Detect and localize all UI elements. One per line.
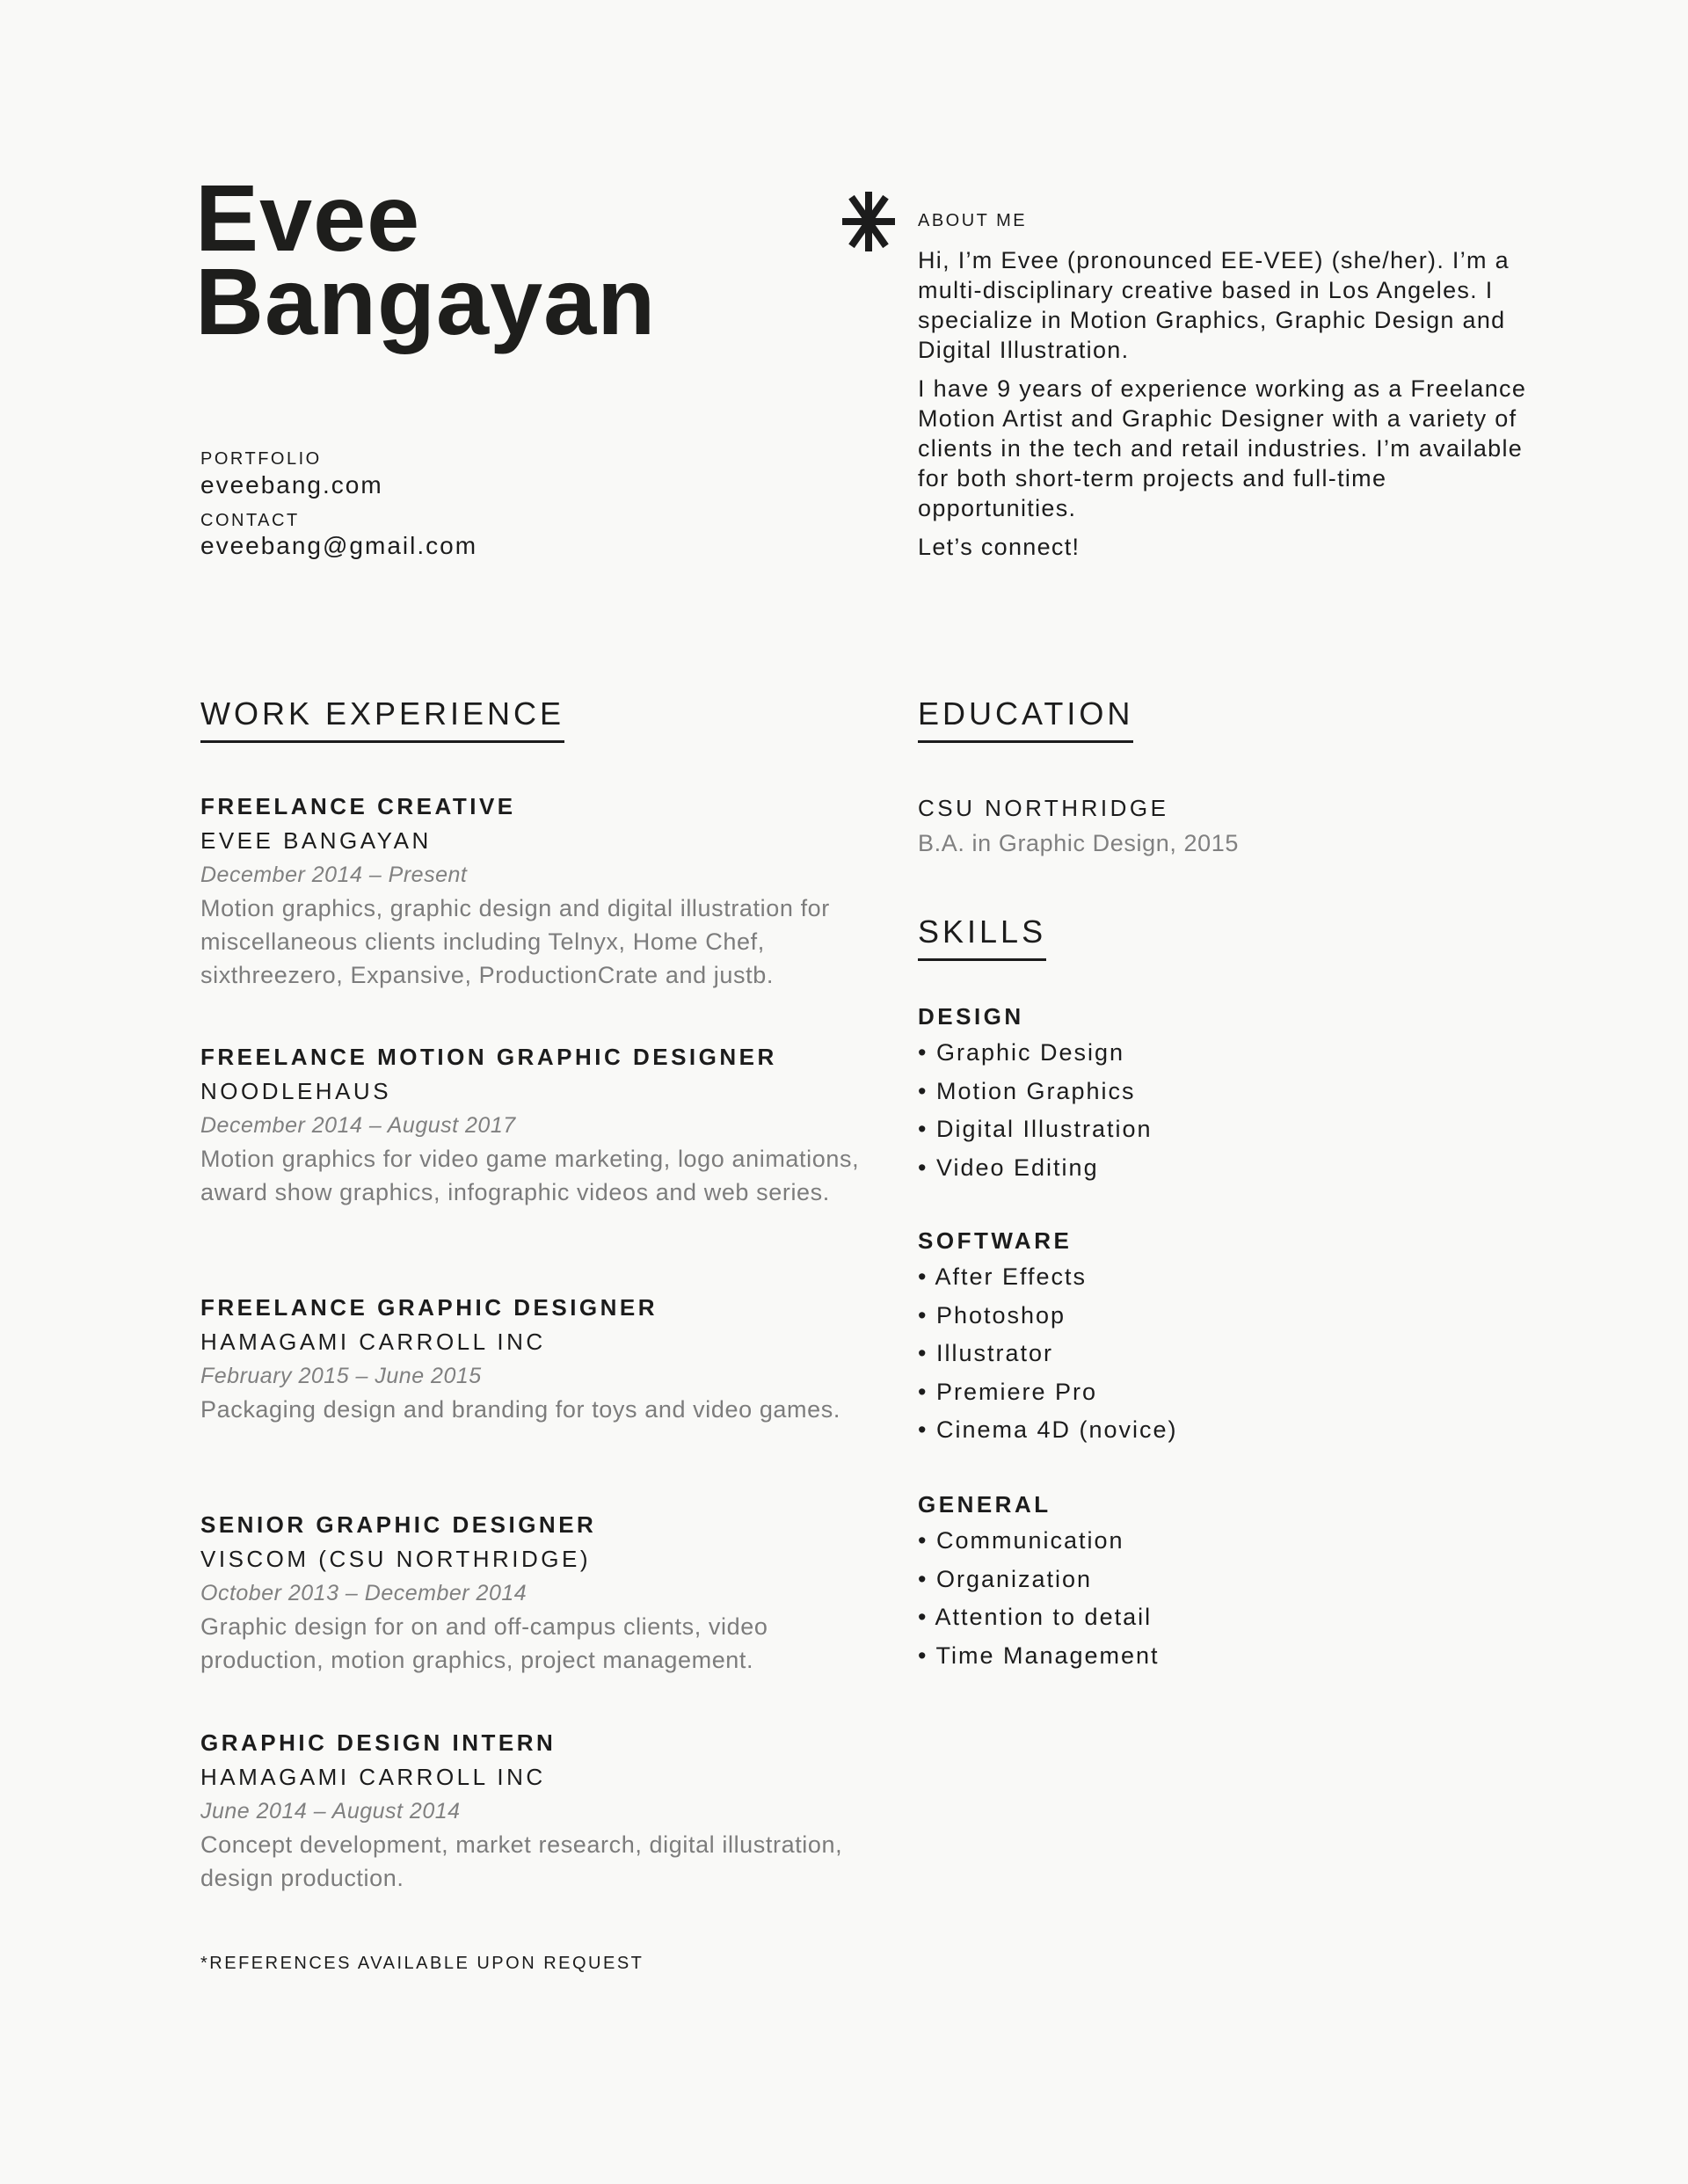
job-dates: February 2015 – June 2015 [200, 1364, 482, 1388]
work-experience-heading [200, 696, 564, 743]
job-entry [200, 790, 869, 992]
skill-item: • Organization [918, 1565, 1093, 1592]
about-paragraph: Let’s connect! [918, 534, 1080, 560]
skill-group-title: DESIGN [918, 1003, 1024, 1030]
job-company: EVEE BANGAYAN [200, 827, 432, 854]
job-description: Concept development, market research, digital illustration, design production. [200, 1831, 843, 1891]
skill-item: • Photoshop [918, 1301, 1066, 1329]
skill-item: • Time Management [918, 1642, 1160, 1669]
skill-item: • Digital Illustration [918, 1116, 1153, 1142]
job-title: FREELANCE GRAPHIC DESIGNER [200, 1294, 658, 1321]
job-entry [200, 1291, 869, 1426]
skill-item: • Graphic Design [918, 1039, 1125, 1066]
about-label: ABOUT ME [918, 211, 1028, 230]
skill-group-software [918, 1223, 1178, 1450]
job-company: HAMAGAMI CARROLL INC [200, 1764, 546, 1790]
about-section [918, 211, 1533, 571]
skill-item: • Motion Graphics [918, 1077, 1136, 1104]
first-name: Evee [195, 164, 421, 271]
skill-item: • Communication [918, 1527, 1124, 1554]
job-title: FREELANCE MOTION GRAPHIC DESIGNER [200, 1044, 777, 1070]
contact-label: CONTACT [200, 511, 300, 530]
job-entry [200, 1508, 869, 1677]
skill-item: • Illustrator [918, 1340, 1053, 1366]
job-title: SENIOR GRAPHIC DESIGNER [200, 1511, 597, 1538]
section-heading: WORK EXPERIENCE [200, 696, 564, 743]
job-title: GRAPHIC DESIGN INTERN [200, 1729, 557, 1756]
name-heading [195, 164, 657, 354]
job-description: Motion graphics for video game marketing, logo animations, award show graphics, infographic videos and web series. [200, 1146, 860, 1205]
skill-item: • Attention to detail [918, 1604, 1153, 1630]
skill-item: • After Effects [918, 1263, 1088, 1290]
skills-heading [918, 914, 1046, 961]
job-entry [200, 1726, 869, 1895]
job-dates: June 2014 – August 2014 [200, 1799, 461, 1824]
job-description: Motion graphics, graphic design and digital illustration for miscellaneous clients including Telnyx, Home Chef, sixthreezero, Expansive, ProductionCrate and justb. [200, 895, 830, 988]
education-degree: B.A. in Graphic Design, 2015 [918, 830, 1239, 856]
job-company: VISCOM (CSU NORTHRIDGE) [200, 1546, 592, 1572]
skill-group-general [918, 1487, 1160, 1675]
skill-group-design [918, 999, 1153, 1187]
about-paragraph: Hi, I’m Evee (pronounced EE-VEE) (she/her). I’m a multi-disciplinary creative based in Los Angeles. I specialize in Motion Graphics, Graphic Design and Digital Illustration. [918, 247, 1510, 363]
job-dates: October 2013 – December 2014 [200, 1581, 528, 1605]
skill-group-title: SOFTWARE [918, 1227, 1073, 1254]
portfolio-label: PORTFOLIO [200, 449, 322, 469]
job-description: Packaging design and branding for toys and video games. [200, 1396, 840, 1423]
job-title: FREELANCE CREATIVE [200, 793, 516, 819]
section-heading: EDUCATION [918, 696, 1133, 743]
job-entry [200, 1040, 869, 1209]
portfolio-link[interactable]: eveebang.com [200, 471, 383, 499]
skill-group-title: GENERAL [918, 1491, 1051, 1518]
skill-item: • Premiere Pro [918, 1378, 1098, 1405]
references-note: *REFERENCES AVAILABLE UPON REQUEST [200, 1954, 644, 1973]
section-heading: SKILLS [918, 914, 1046, 961]
skill-item: • Video Editing [918, 1154, 1099, 1181]
job-dates: December 2014 – August 2017 [200, 1113, 516, 1138]
job-company: HAMAGAMI CARROLL INC [200, 1329, 546, 1355]
job-dates: December 2014 – Present [200, 863, 468, 887]
skill-item: • Cinema 4D (novice) [918, 1416, 1178, 1443]
last-name: Bangayan [195, 248, 657, 354]
contact-email[interactable]: eveebang@gmail.com [200, 532, 478, 559]
job-description: Graphic design for on and off-campus clients, video production, motion graphics, project management. [200, 1613, 768, 1673]
about-paragraph: I have 9 years of experience working as a Freelance Motion Artist and Graphic Designer with a variety of clients in the tech and retail industries. I’m available for both short-term projects and full-time opportunities. [918, 375, 1527, 521]
education-heading [918, 696, 1133, 743]
education-school: CSU NORTHRIDGE [918, 795, 1169, 821]
job-company: NOODLEHAUS [200, 1078, 392, 1104]
asterisk-icon [842, 192, 895, 251]
